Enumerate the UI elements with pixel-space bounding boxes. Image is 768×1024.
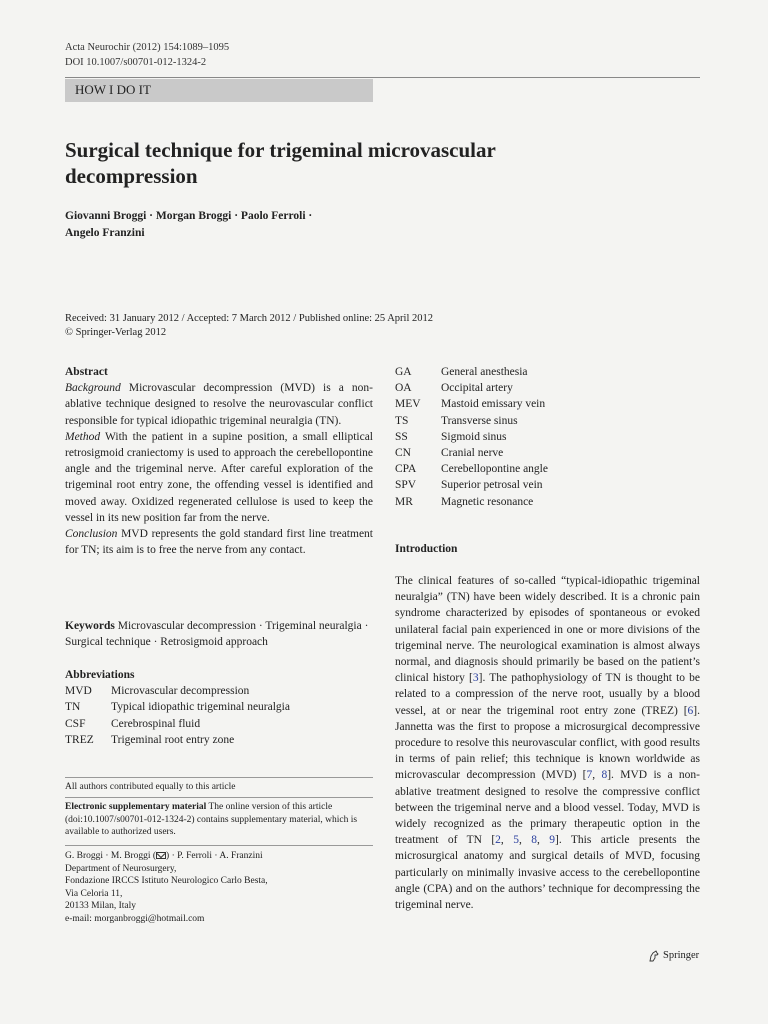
abstract-background	[65, 380, 373, 429]
abbreviations-list	[65, 683, 373, 748]
footnote-rule	[65, 777, 373, 778]
abbreviation-definition: General anesthesia	[441, 366, 528, 378]
authors-line: Angelo Franzini	[65, 227, 145, 239]
abstract-heading: Abstract	[65, 366, 108, 378]
esm-label: Electronic supplementary material	[65, 802, 207, 812]
text-run: ,	[518, 834, 532, 847]
abbreviations-list	[395, 364, 700, 510]
abbreviation-term: SS	[395, 430, 408, 443]
text-run: ,	[500, 834, 514, 847]
abbreviation-row	[395, 396, 700, 412]
keywords-label: Keywords	[65, 620, 115, 632]
dates-line: Received: 31 January 2012 / Accepted: 7 March 2012 / Published online: 25 April 2012	[65, 313, 434, 324]
address-line: Fondazione IRCCS Istituto Neurologico Carlo Besta,	[65, 876, 268, 886]
citation-link[interactable]: 7	[586, 769, 593, 782]
conclusion-label: Conclusion	[65, 528, 118, 541]
address-line: Department of Neurosurgery,	[65, 863, 177, 874]
method-label: Method	[65, 430, 101, 443]
citation-link[interactable]: 8	[531, 834, 537, 847]
springer-horse-icon	[648, 950, 660, 962]
article-title	[65, 137, 665, 189]
citation-link[interactable]: 2	[495, 834, 501, 847]
text-run: ]. This article presents the microsurgical anatomy and surgical details of MVD, focusing particularly on minimally invasive access to the cerebellopontine angle (CPA) and on the authors’ technique for decompressing the trigeminal nerve.	[395, 834, 701, 912]
conclusion-text: MVD represents the gold standard first line treatment for TN; its aim is to free the nerve from any contact.	[65, 528, 373, 557]
abbreviation-term: CPA	[395, 463, 417, 476]
envelope-icon	[156, 852, 166, 859]
abbreviation-row	[65, 716, 373, 732]
copyright-line: © Springer-Verlag 2012	[65, 327, 167, 338]
abbreviation-term: OA	[395, 382, 412, 395]
abbreviation-term: GA	[395, 366, 412, 378]
abbreviation-term: TN	[65, 701, 81, 714]
abbreviation-row	[395, 445, 700, 461]
author-list	[65, 208, 465, 242]
abbreviation-term: MVD	[65, 685, 92, 698]
citation-link[interactable]: 5	[513, 834, 519, 847]
abbreviation-definition: Magnetic resonance	[441, 495, 534, 508]
title-line: decompression	[65, 164, 198, 188]
abbreviation-term: SPV	[395, 479, 417, 492]
address-line: Via Celoria 11,	[65, 888, 123, 899]
citation-link[interactable]: 8	[601, 769, 608, 782]
publisher-name: Springer	[663, 950, 700, 961]
abbreviation-term: MR	[395, 495, 413, 508]
abbreviation-row	[65, 732, 373, 748]
abbreviation-row	[395, 461, 700, 477]
abbreviation-row	[65, 699, 373, 715]
abstract-section	[65, 364, 373, 558]
abbreviation-row	[395, 477, 700, 493]
abbreviation-term: TS	[395, 414, 409, 427]
abbreviation-row	[395, 494, 700, 510]
abbreviation-definition: Cerebellopontine angle	[441, 463, 548, 476]
address-line: 20133 Milan, Italy	[65, 901, 136, 911]
abbreviation-definition: Mastoid emissary vein	[441, 398, 546, 411]
abbreviation-row	[395, 364, 700, 380]
abbreviation-definition: Trigeminal root entry zone	[111, 733, 235, 746]
introduction-body	[395, 573, 700, 913]
abstract-method	[65, 429, 373, 526]
abbreviations-continued	[395, 364, 700, 510]
text-run: ]. MVD is a non-ablative treatment designed to resolve the compressive conflict between the trigeminal nerve and a blood vessel. Today, MVD is widely recognized as the primary therapeutic option in the treatment of TN [	[395, 769, 700, 847]
publication-dates	[65, 312, 665, 340]
article-category: HOW I DO IT	[65, 79, 373, 102]
text-run: The clinical features of so-called “typical-idiopathic trigeminal neuralgia” (TN) have been widely described. It is a chronic pain syndrome characterized by episodes of spontaneous or evoked unilateral facial pain experienced in one or more divisions of the trigeminal nerve. The neurological examination is almost always normal, and diagnosis should primarily be based on the patient’s clinical history [	[395, 575, 700, 685]
names-part: ) · P. Ferroli · A. Franzini	[166, 851, 263, 861]
abbreviation-definition: Sigmoid sinus	[441, 430, 507, 443]
abbreviation-row	[65, 683, 373, 699]
abbreviation-term: MEV	[395, 398, 421, 411]
journal-citation: Acta Neurochir (2012) 154:1089–1095	[65, 42, 230, 53]
text-run: ,	[536, 834, 550, 847]
header-rule	[65, 77, 700, 78]
affiliation-names	[65, 850, 373, 863]
abbreviation-definition: Cerebrospinal fluid	[111, 717, 201, 730]
abbreviation-term: TREZ	[65, 733, 94, 746]
abbreviation-definition: Cranial nerve	[441, 447, 504, 460]
affiliation-note	[65, 850, 373, 925]
abbreviation-definition: Occipital artery	[441, 382, 513, 395]
title-line: Surgical technique for trigeminal microvascular	[65, 138, 496, 162]
address-line: e-mail: morganbroggi@hotmail.com	[65, 913, 205, 924]
affiliation-address	[65, 863, 373, 926]
authors-line: Giovanni Broggi · Morgan Broggi · Paolo Ferroli ·	[65, 210, 313, 222]
introduction-heading: Introduction	[395, 543, 458, 555]
abbreviation-definition: Typical idiopathic trigeminal neuralgia	[111, 701, 290, 714]
background-label: Background	[65, 382, 121, 395]
doi: DOI 10.1007/s00701-012-1324-2	[65, 57, 207, 68]
names-part: G. Broggi · M. Broggi (	[65, 851, 157, 861]
abbreviation-definition: Transverse sinus	[441, 414, 518, 427]
abbreviation-definition: Superior petrosal vein	[441, 479, 543, 492]
abbreviation-row	[395, 429, 700, 445]
abbreviation-term: CN	[395, 447, 411, 460]
method-text: With the patient in a supine position, a small elliptical retrosigmoid craniectomy is used to approach the cerebellopontine angle and the trigeminal nerve. After careful exploration of the trigeminal root entry zone, the offending vessel is identified and moved away. Oxidized regenerated cellulose is used to keep the vessel in its new position far from the nerve.	[65, 430, 373, 524]
abbreviation-term: CSF	[65, 717, 86, 730]
footnote-rule	[65, 845, 373, 846]
citation-link[interactable]: 6	[687, 704, 694, 717]
keywords-section	[65, 618, 373, 650]
publisher-mark	[648, 949, 699, 963]
citation-link[interactable]: 9	[549, 834, 555, 847]
text-run: ]. Jannetta was the first to propose a microsurgical decompressive procedure to resolve this neurovascular conflict, with good results in terms of pain relief; this technique is known worldwide as microvascular decompression (MVD) [	[395, 704, 700, 782]
keywords-text: Microvascular decompression · Trigeminal neuralgia · Surgical technique · Retrosigmoid approach	[65, 620, 369, 649]
text-run: ,	[592, 769, 602, 782]
footnote-rule	[65, 797, 373, 798]
abbreviation-row	[395, 380, 700, 396]
introduction-paragraph	[395, 573, 700, 913]
abbreviation-definition: Microvascular decompression	[111, 685, 250, 698]
abbreviations-section	[65, 667, 373, 748]
esm-note	[65, 801, 373, 839]
text-run: ]. The pathophysiology of TN is thought to be related to a compression of the nerve root, usually by a blood vessel, at or near the trigeminal root entry zone (TREZ) [	[395, 672, 700, 717]
abbreviation-row	[395, 413, 700, 429]
background-text: Microvascular decompression (MVD) is a non-ablative technique designed to resolve the neurovascular conflict responsible for typical idiopathic trigeminal neuralgia (TN).	[65, 382, 373, 427]
equal-contribution-note: All authors contributed equally to this article	[65, 782, 236, 792]
citation-link[interactable]: 3	[472, 672, 479, 685]
esm-text: The online version of this article (doi:10.1007/s00701-012-1324-2) contains supplementary material, which is available to authorized users.	[65, 802, 358, 837]
abstract-conclusion	[65, 526, 373, 558]
abbreviations-heading: Abbreviations	[65, 669, 135, 681]
